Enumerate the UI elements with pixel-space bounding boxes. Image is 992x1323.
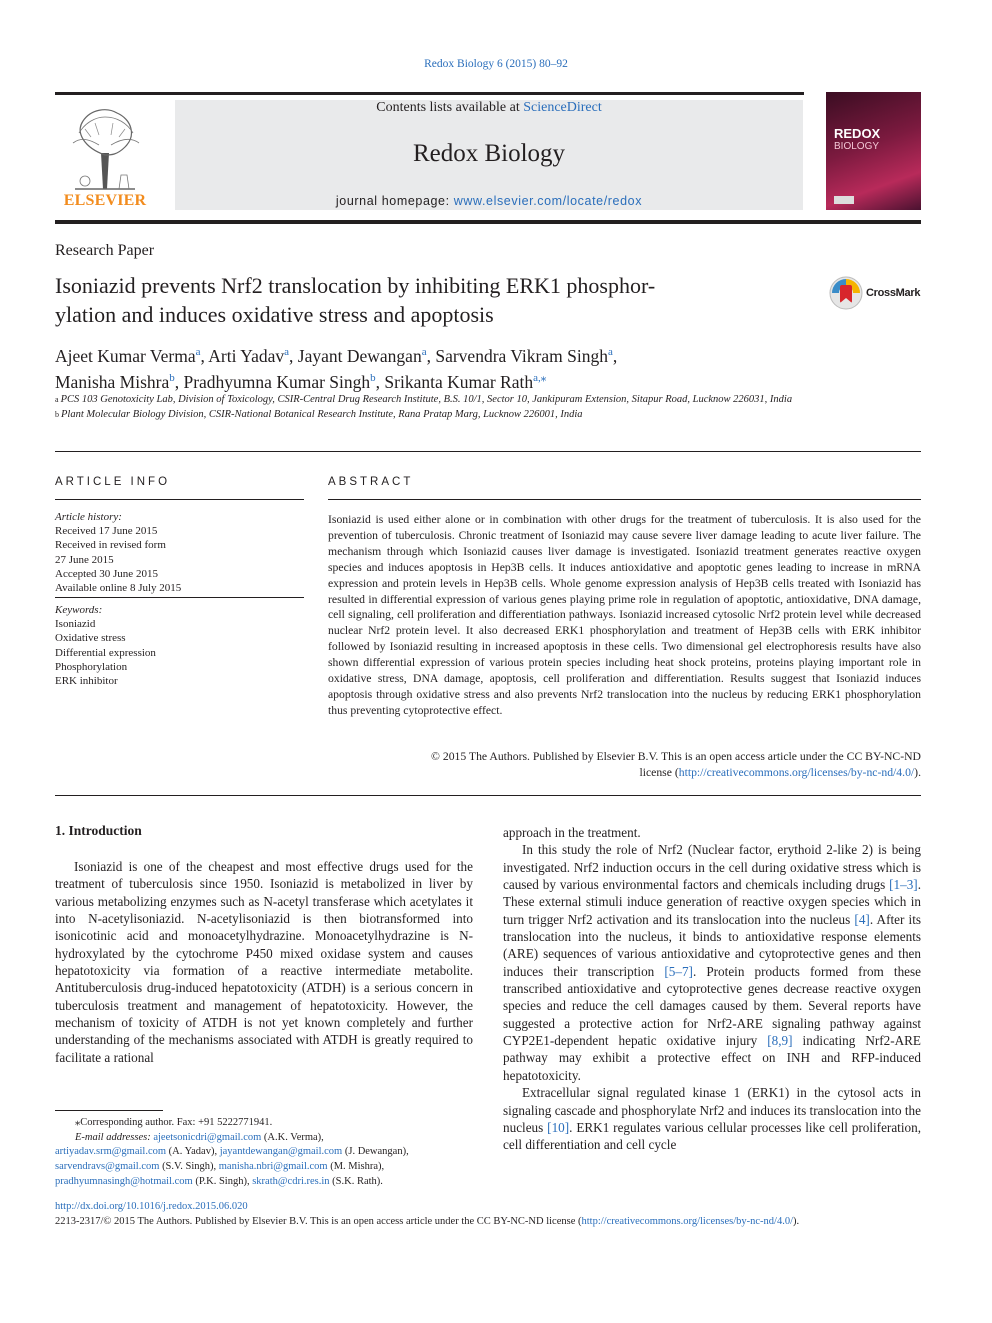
keywords-label: Keywords: (55, 604, 103, 616)
license-prefix: license ( (639, 765, 679, 779)
publisher-logo-text: ELSEVIER (63, 192, 147, 209)
email-link[interactable]: pradhyumnasingh@hotmail.com (55, 1175, 193, 1187)
author-name[interactable]: Arti Yadav (208, 345, 285, 366)
affiliations (55, 393, 825, 422)
history-rule (55, 597, 304, 598)
citation-link[interactable]: [5–7] (664, 963, 693, 979)
license-footer (55, 1216, 921, 1227)
abstract-rule (328, 499, 921, 500)
email-owner: (S.K. Rath). (329, 1175, 383, 1187)
history-entry: Received in revised form (55, 539, 166, 552)
history-entry: 27 June 2015 (55, 553, 114, 566)
history-entry: Available online 8 July 2015 (55, 582, 182, 595)
cover-logo-strip (834, 196, 854, 204)
article-info-heading: ARTICLE INFO (55, 476, 171, 488)
text-run: . After its translocation into the nucleus, it binds to antioxidative response elements (ARE) sequences of various antioxidative and cytoprotective genes and then induces their transcription (503, 911, 921, 979)
license-link[interactable]: http://creativecommons.org/licenses/by-nc-nd/4.0/ (678, 765, 915, 779)
keyword-list (55, 617, 304, 688)
journal-cover[interactable] (826, 92, 921, 210)
footnote-rule (55, 1110, 163, 1111)
title-line-1: Isoniazid prevents Nrf2 translocation by inhibiting ERK1 phosphor- (55, 273, 656, 298)
keyword[interactable]: ERK inhibitor (55, 675, 118, 688)
author-name[interactable]: Srikanta Kumar Rath (384, 371, 534, 392)
email-owner: (A. Yadav), (166, 1146, 220, 1158)
citation-link[interactable]: [10] (547, 1119, 570, 1135)
copyright-line: © 2015 The Authors. Published by Elsevier B.V. This is an open access article under the CC BY-NC-ND (431, 750, 921, 763)
abstract-copyright (328, 749, 921, 781)
body-column-left (55, 858, 473, 1066)
email-owner: (A.K. Verma), (261, 1131, 324, 1143)
text-run: . ERK1 regulates various cellular processes like cell proliferation, cell differentiation and cell cycle (503, 1119, 921, 1153)
footer-license-prefix: 2213-2317/© 2015 The Authors. Published by Elsevier B.V. This is an open access article under the CC BY-NC-ND license ( (55, 1216, 582, 1227)
copyright-license (328, 765, 921, 781)
abstract-heading: ABSTRACT (328, 476, 414, 488)
email-owner: (J. Dewangan), (342, 1146, 409, 1158)
contents-availability (175, 100, 803, 116)
text-run: In this study the role of Nrf2 (Nuclear factor, erythoid 2-like 2) is being investigated. Nrf2 induction occurs in the cell during oxidative stress which is caused by various environmental factors and chemicals including drugs (503, 842, 921, 893)
authors-line-1: Ajeet Kumar Verma$^a$, Arti Yadav$^a$, Jayant Dewangan$^a$, Sarvendra Vikram Singh$^a$, (55, 345, 618, 366)
crossmark-label[interactable]: CrossMark (866, 287, 921, 299)
email-owner: (M. Mishra), (327, 1161, 385, 1173)
citation-link[interactable]: [1–3] (889, 877, 918, 893)
article-title (55, 271, 795, 329)
paragraph-continuation: approach in the treatment. (503, 825, 641, 840)
cover-subtitle: BIOLOGY (834, 141, 880, 152)
author-name[interactable]: Jayant Dewangan (297, 345, 422, 366)
affiliation-mark: b (55, 409, 59, 419)
journal-name: Redox Biology (412, 140, 566, 167)
author-affiliation-mark[interactable]: a (607, 346, 613, 358)
author-affiliation-mark[interactable]: b (370, 371, 376, 384)
keyword[interactable]: Oxidative stress (55, 632, 126, 645)
homepage-link[interactable]: www.elsevier.com/locate/redox (453, 194, 643, 208)
text-run: . Protein products formed from these transcribed antioxidative and cytoprotective genes decrease reactive oxygen species and reduce the cell damages caused by them. Several reports have suggested a protective action for Nrf2-ARE signaling pathway against CYP2E1-dependent hepatic oxidative injury (503, 963, 922, 1049)
affiliation-mark: a (55, 395, 59, 404)
email-link[interactable]: jayantdewangan@gmail.com (219, 1146, 343, 1158)
history-entry: Received 17 June 2015 (55, 525, 158, 538)
authors-line-2: Manisha Mishra$^b$, Pradhyumna Kumar Singh$^b$, Srikanta Kumar Rath$^{a,⁎}$ (55, 371, 547, 392)
cover-title: REDOX (834, 126, 881, 141)
keyword[interactable]: Isoniazid (55, 618, 96, 631)
text-run: indicating Nrf2-ARE pathway may exhibit a protective effect on INH and RFP-induced hepatotoxicity. (503, 1033, 921, 1083)
keywords (55, 603, 304, 688)
footnotes (55, 1116, 495, 1190)
paragraph (503, 1084, 921, 1153)
contents-prefix: Contents lists available at (376, 100, 524, 115)
author-name[interactable]: Pradhyumna Kumar Singh (183, 371, 371, 392)
crossmark-button[interactable] (829, 276, 863, 310)
keyword[interactable]: Phosphorylation (55, 660, 128, 673)
email-line (55, 1145, 495, 1160)
corresponding-author-note: ⁎Corresponding author. Fax: +91 5222771941. (75, 1117, 273, 1128)
email-link[interactable]: sarvendravs@gmail.com (55, 1161, 160, 1173)
author-list (55, 341, 915, 393)
header-divider (55, 451, 921, 452)
author-name[interactable]: Ajeet Kumar Verma (55, 345, 196, 366)
author-affiliation-mark[interactable]: a (195, 346, 201, 358)
crossmark-icon (829, 276, 863, 310)
article-type: Research Paper (55, 242, 155, 259)
paragraph (503, 841, 921, 1084)
history-list (55, 524, 304, 595)
author-name[interactable]: Manisha Mishra (55, 371, 170, 392)
email-label: E-mail addresses: (75, 1131, 154, 1143)
tree-icon (55, 103, 155, 193)
citation-link[interactable]: [8,9] (767, 1033, 793, 1049)
affiliation-b (55, 408, 825, 423)
header-top-rule (55, 92, 804, 95)
homepage-prefix: journal homepage: (335, 194, 454, 208)
email-line (55, 1131, 495, 1146)
title-line-2: ylation and induces oxidative stress and apoptosis (55, 302, 494, 327)
author-affiliation-mark[interactable]: a (421, 346, 427, 358)
article-info-rule (55, 499, 304, 500)
author-affiliation-mark[interactable]: a,⁎ (533, 371, 547, 384)
keyword[interactable]: Differential expression (55, 646, 156, 659)
footer-license-suffix: ). (793, 1216, 800, 1227)
email-link[interactable]: artiyadav.srm@gmail.com (55, 1146, 167, 1158)
email-line (55, 1175, 495, 1190)
abstract-text: Isoniazid is used either alone or in combination with other drugs for the treatment of tuberculosis. It is also used for the prevention of tuberculosis. Chronic treatment of Isoniazid may cause severe liver damage leading to acute liver failure. The mechanism through which Isoniazid causes liver damage is investigated. Isoniazid treatment generates reactive oxygen species and induces apoptosis in Hep3B cells. It induces antioxidative and apoptotic genes leading to increase in mRNA expression and protein levels in Hep3B cells. Whole genome expression analysis of Hep3B cells treated with Isoniazid has resulted in differential expression of various genes playing prime role in regulation of apoptotic, antioxidative, DNA damage, cell signaling, cell proliferation and differentiation pathways. Isoniazid increased cytosolic Nrf2 protein level while decreased nuclear Nrf2 protein level. It also decreased ERK1 phosphorylation and treatment of Hep3B cells with ERK inhibitor followed by Isoniazid resulting in increased apoptosis in these cells. Two dimensional gel electrophoresis results have also shown differential expression of various protein species including heat shock proteins, proteins playing important role in oxidative stress, DNA damage, apoptosis, cell proliferation and differentiation. Results suggest that Isoniazid induces apoptosis through oxidative stress and also prevents Nrf2 translocation into the nucleus by reducing ERK1 phosphorylation thus preventing cytoprotective effect. (328, 513, 921, 717)
paragraph: Isoniazid is one of the cheapest and most effective drugs used for the treatment of tuberculosis since 1950. Isoniazid is metabolized in liver by various metabolizing enzymes such as N-acetyl transferase which acetylates it into N-acetylisoniazid. N-acetylisoniazid is then biotransformed into isonicotinic acid and monoacetylhydrazine. Monoacetylhydrazine is N-hydroxylated by the cytochrome P450 mixed oxidase system and causes hepatotoxicity via formation of a reactive intermediate metabolite. Antituberculosis drug-induced hepatotoxicity (ATDH) is a serious concern in tuberculosis treatment and management of hepatotoxicity. However, the mechanism of toxicity of ATDH is not yet known completely and further understanding of the mechanisms associated with ATDH is greatly required to facilitate a rational (55, 859, 473, 1065)
license-suffix: ). (914, 765, 921, 779)
email-link[interactable]: manisha.nbri@gmail.com (218, 1161, 328, 1173)
text-run: Extracellular signal regulated kinase 1 (ERK1) in the cytosol acts in signaling cascade and phosphorylate Nrf2 and induces its translocation into the nucleus (503, 1085, 921, 1135)
email-owner: (P.K. Singh), (192, 1175, 253, 1187)
abstract-divider (55, 795, 921, 796)
doi-link[interactable]: http://dx.doi.org/10.1016/j.redox.2015.06.020 (55, 1201, 248, 1212)
email-owner: (S.V. Singh), (159, 1161, 219, 1173)
history-label: Article history: (55, 511, 122, 523)
sciencedirect-link[interactable]: ScienceDirect (523, 100, 602, 115)
email-addresses (55, 1131, 495, 1190)
section-heading-introduction: 1. Introduction (55, 823, 142, 838)
history-entry: Accepted 30 June 2015 (55, 567, 158, 580)
affiliation-text: Plant Molecular Biology Division, CSIR-National Botanical Research Institute, Rana Pratap Marg, Lucknow 226001, India (61, 408, 583, 420)
author-affiliation-mark[interactable]: b (169, 371, 175, 384)
citation-link[interactable]: [4] (854, 911, 870, 927)
header-bottom-rule (55, 220, 921, 224)
email-link[interactable]: skrath@cdri.res.in (252, 1175, 330, 1187)
email-line (55, 1160, 495, 1175)
body-column-right (503, 824, 921, 1154)
journal-homepage (175, 194, 803, 208)
author-affiliation-mark[interactable]: a (284, 346, 290, 358)
affiliation-text: PCS 103 Genotoxicity Lab, Division of Toxicology, CSIR-Central Drug Research Institute, B.S. 10/1, Sector 10, Jankipuram Extension, Sitapur Road, Lucknow 226031, India (60, 394, 793, 405)
footer-license-link[interactable]: http://creativecommons.org/licenses/by-nc-nd/4.0/ (581, 1216, 794, 1227)
author-name[interactable]: Sarvendra Vikram Singh (435, 345, 608, 366)
affiliation-a (55, 393, 825, 408)
journal-reference[interactable]: Redox Biology 6 (2015) 80–92 (424, 58, 568, 70)
article-history (55, 510, 304, 595)
text-run: . These external stimuli induce generation of reactive oxygen species which in turn trigger Nrf2 activation and its translocation into the nucleus (503, 877, 921, 927)
email-link[interactable]: ajeetsonicdri@gmail.com (153, 1131, 262, 1143)
